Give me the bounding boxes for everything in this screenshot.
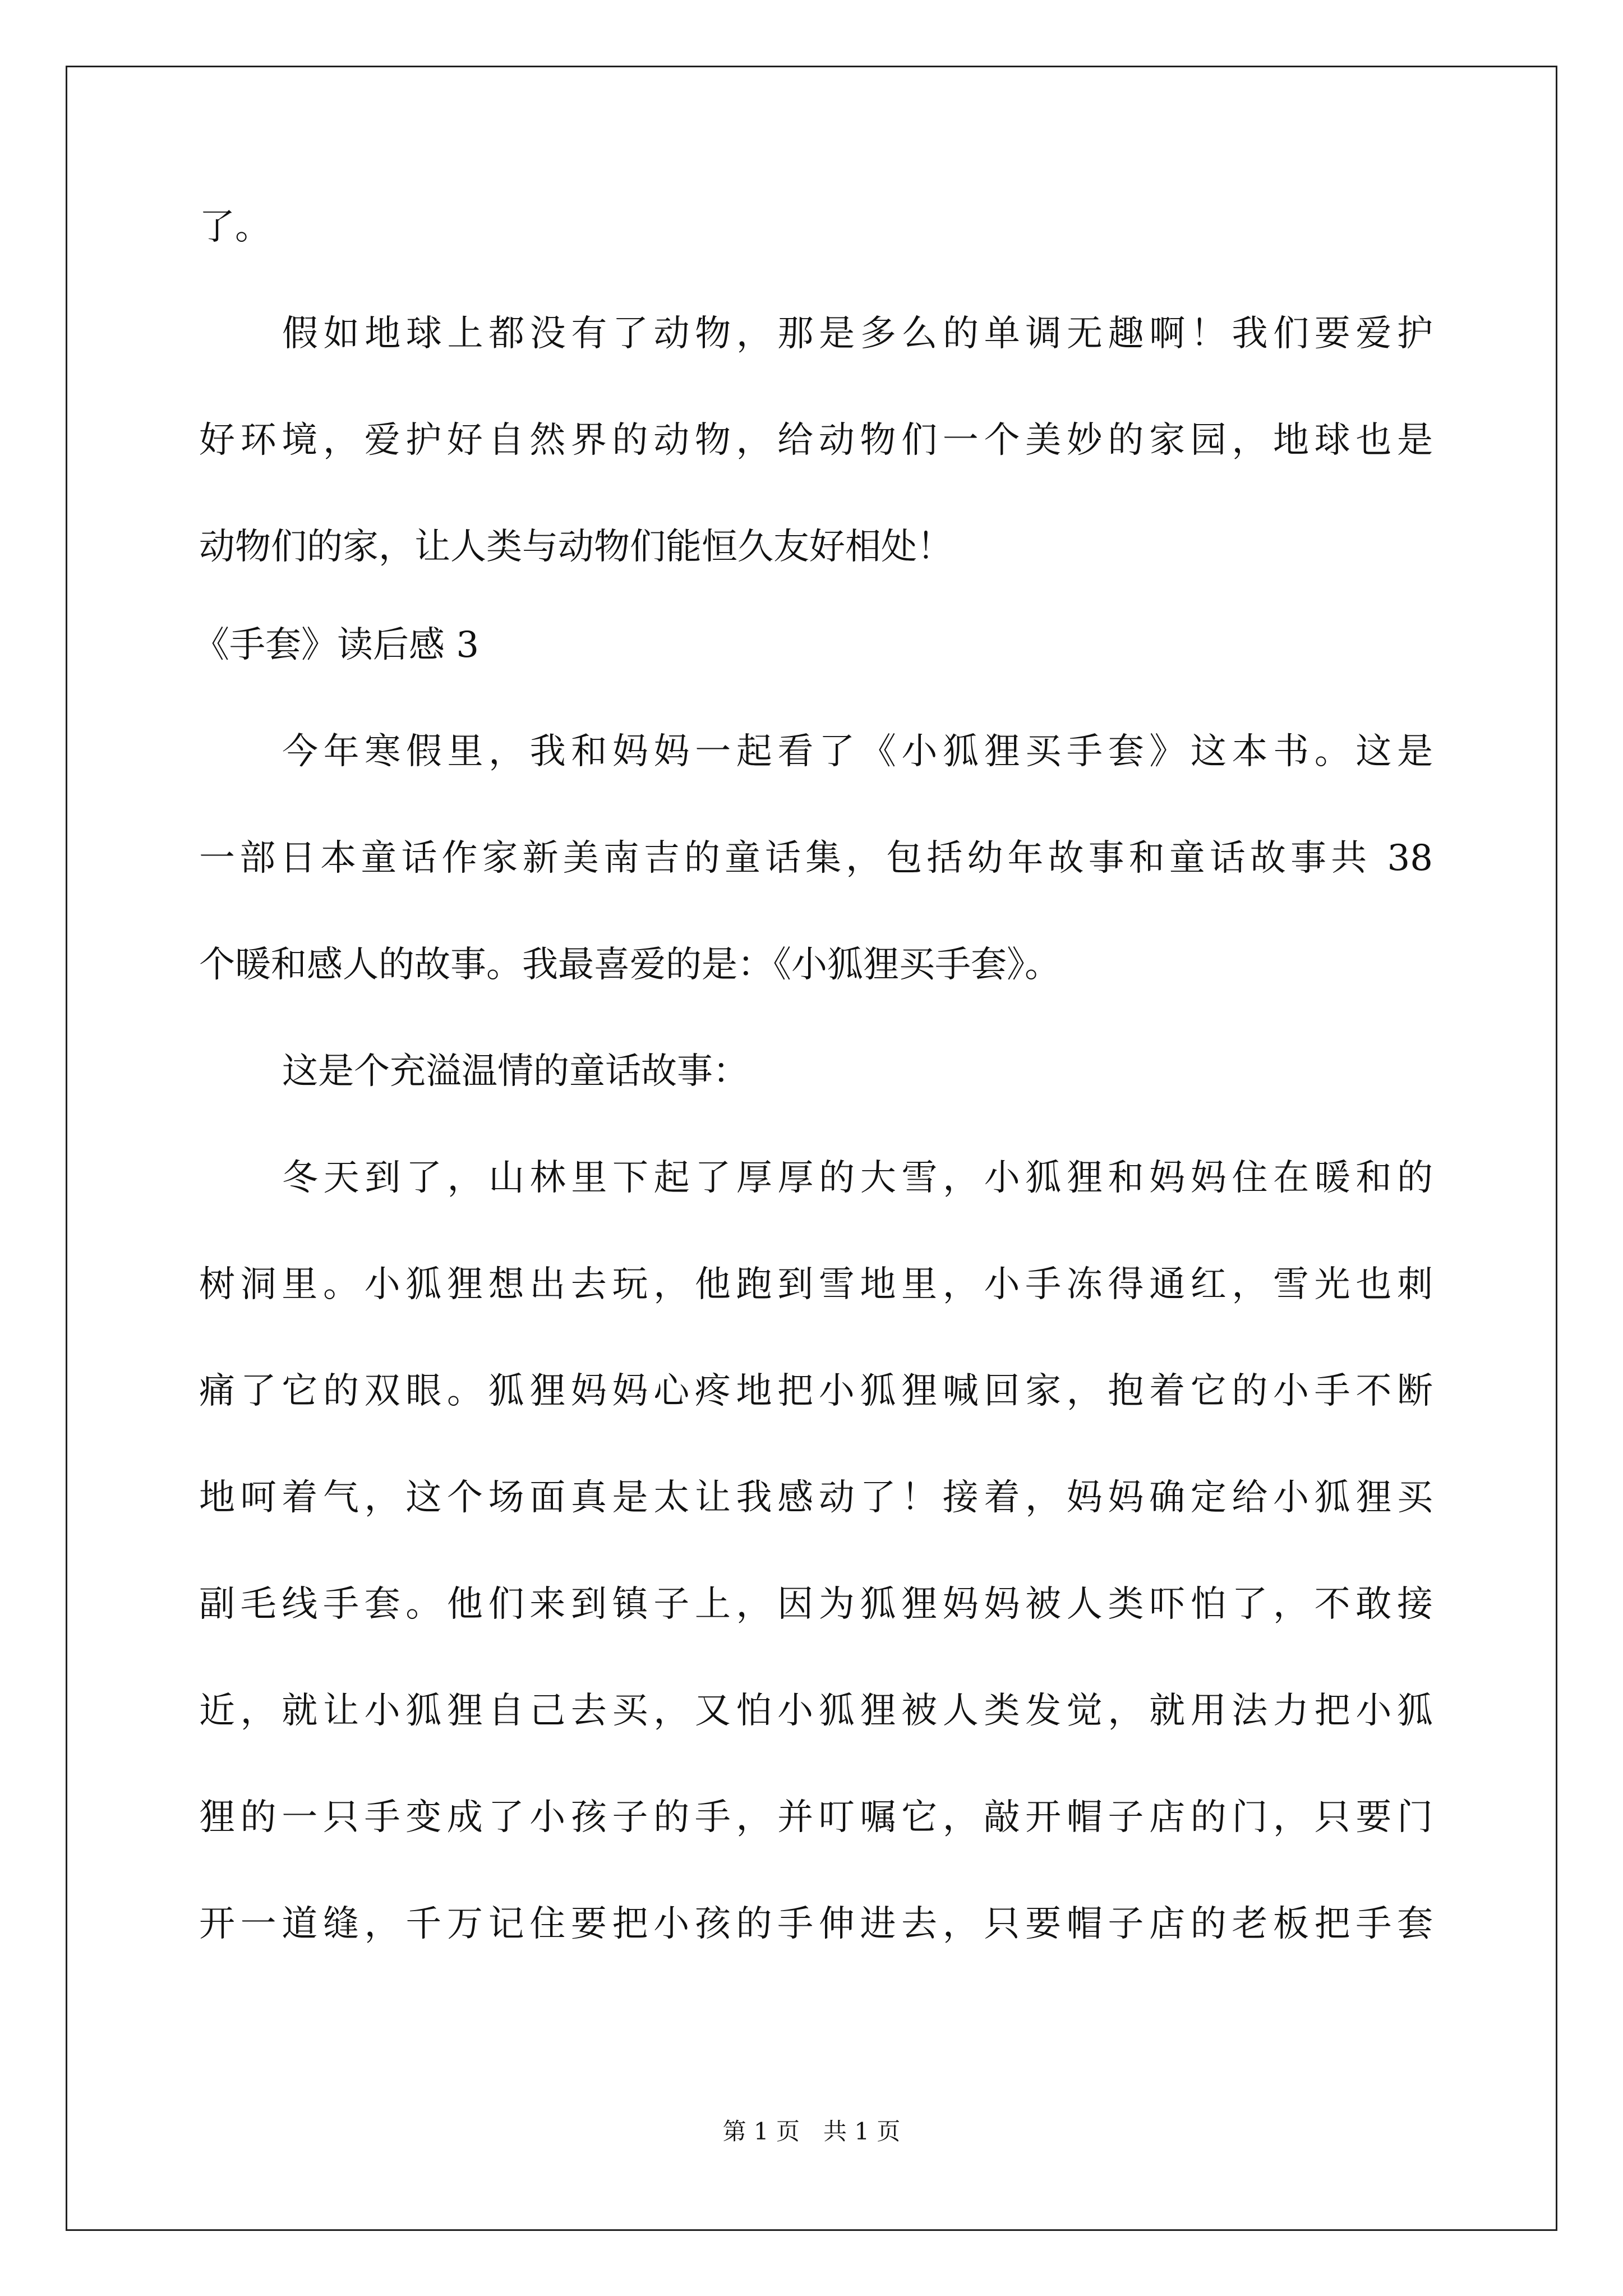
paragraph-line-12: 痛了它的双眼。狐狸妈妈心疼地把小狐狸喊回家，抱着它的小手不断 (199, 1370, 1433, 1412)
paragraph-line-6: 今年寒假里，我和妈妈一起看了《小狐狸买手套》这本书。这是 (282, 731, 1433, 772)
paragraph-line-2: 假如地球上都没有了动物，那是多么的单调无趣啊！我们要爱护 (282, 313, 1433, 355)
paragraph-line-16: 狸的一只手变成了小孩子的手，并叮嘱它，敲开帽子店的门，只要门 (199, 1797, 1433, 1838)
paragraph-line-8: 个暖和感人的故事。我最喜爱的是：《小狐狸买手套》。 (199, 944, 1061, 986)
text-line-1: 了。 (199, 206, 271, 248)
paragraph-line-9: 这是个充溢温情的童话故事： (282, 1051, 749, 1092)
paragraph-line-7: 一部日本童话作家新美南吉的童话集，包括幼年故事和童话故事共 38 (199, 838, 1433, 879)
paragraph-line-15: 近，就让小狐狸自己去买，又怕小狐狸被人类发觉，就用法力把小狐 (199, 1690, 1433, 1732)
paragraph-line-3: 好环境，爱护好自然界的动物，给动物们一个美妙的家园，地球也是 (199, 420, 1433, 461)
page-footer: 第 1 页 共 1 页 (722, 2118, 901, 2145)
section-heading: 《手套》读后感 3 (193, 624, 479, 666)
paragraph-line-4: 动物们的家，让人类与动物们能恒久友好相处！ (199, 526, 953, 568)
paragraph-line-17: 开一道缝，千万记住要把小孩的手伸进去，只要帽子店的老板把手套 (199, 1903, 1433, 1945)
paragraph-line-11: 树洞里。小狐狸想出去玩，他跑到雪地里，小手冻得通红，雪光也刺 (199, 1264, 1433, 1305)
paragraph-line-10: 冬天到了，山林里下起了厚厚的大雪，小狐狸和妈妈住在暖和的 (282, 1157, 1433, 1199)
paragraph-line-13: 地呵着气，这个场面真是太让我感动了！接着，妈妈确定给小狐狸买 (199, 1477, 1433, 1519)
paragraph-line-14: 副毛线手套。他们来到镇子上，因为狐狸妈妈被人类吓怕了，不敢接 (199, 1584, 1433, 1625)
